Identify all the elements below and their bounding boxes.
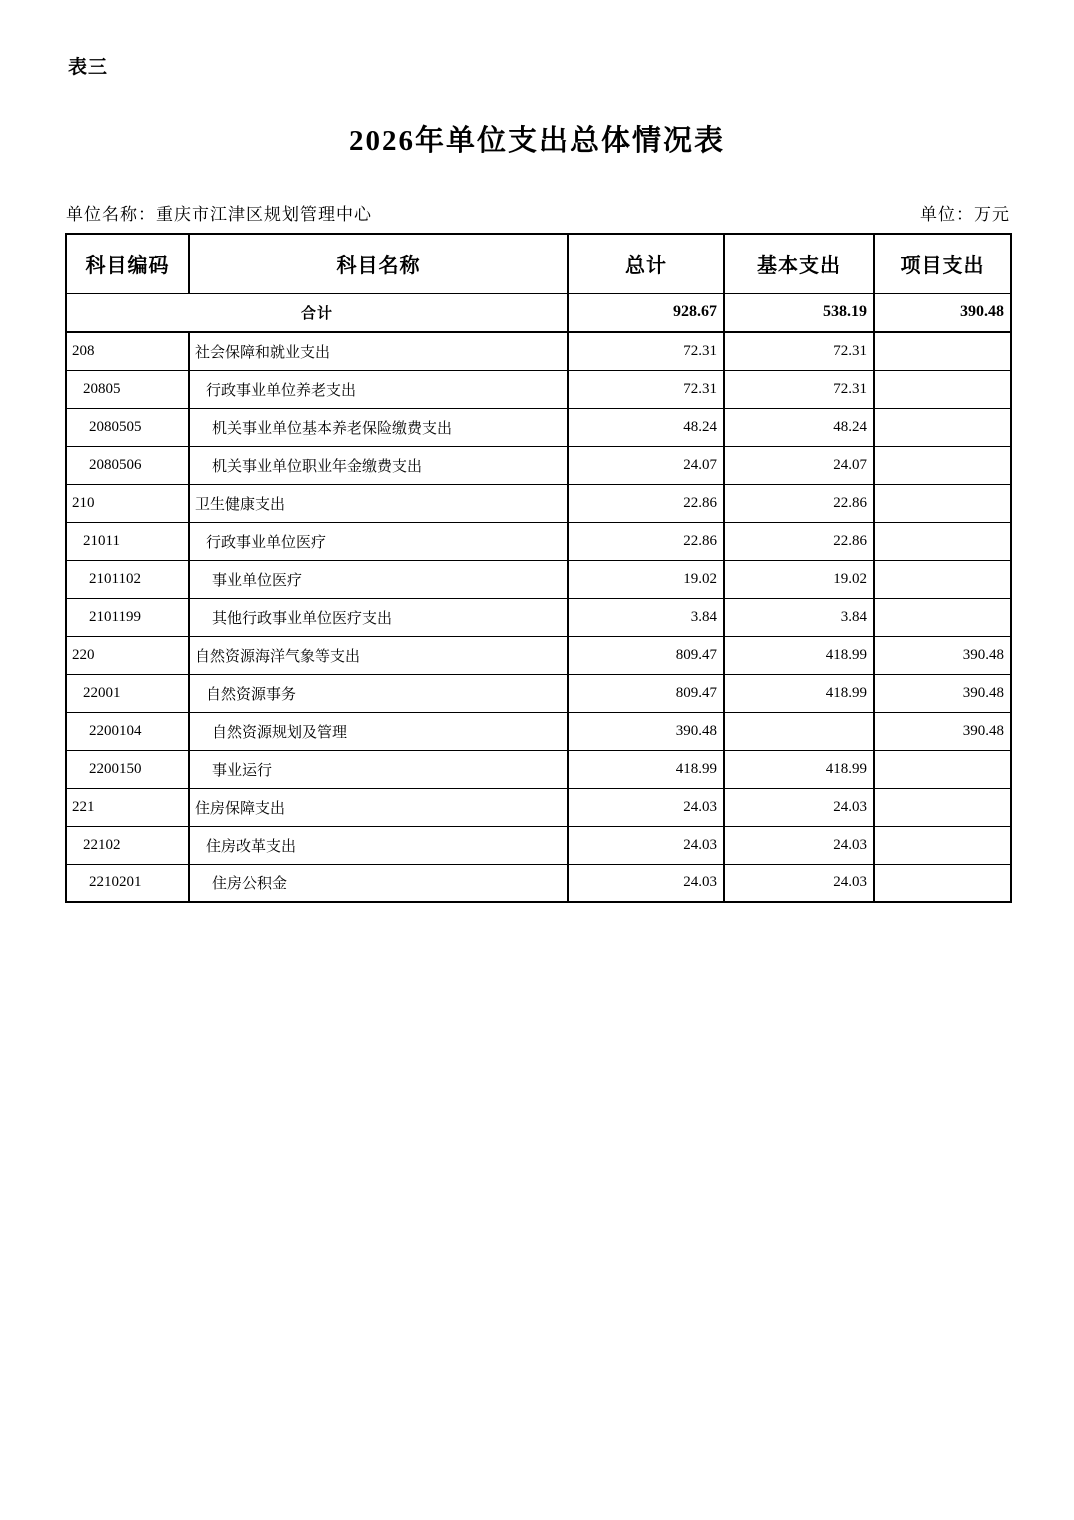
header-subject-code: 科目编码 xyxy=(66,234,189,293)
summary-total-cell: 928.67 xyxy=(568,293,724,332)
table-row xyxy=(66,484,1011,522)
subject-code-cell: 2200104 xyxy=(66,712,189,750)
project-expenditure-cell xyxy=(874,522,1011,560)
basic-expenditure-cell: 418.99 xyxy=(724,674,874,712)
table-header xyxy=(66,234,1011,293)
subject-name-cell: 行政事业单位养老支出 xyxy=(189,370,568,408)
table-row xyxy=(66,446,1011,484)
table-row xyxy=(66,370,1011,408)
subject-name-cell: 机关事业单位职业年金缴费支出 xyxy=(189,446,568,484)
total-cell: 24.03 xyxy=(568,864,724,902)
basic-expenditure-cell: 72.31 xyxy=(724,332,874,370)
subject-code-cell: 208 xyxy=(66,332,189,370)
table-row xyxy=(66,864,1011,902)
basic-expenditure-cell: 24.03 xyxy=(724,788,874,826)
summary-name-cell: 合计 xyxy=(66,293,568,332)
project-expenditure-cell xyxy=(874,826,1011,864)
subject-name-cell: 机关事业单位基本养老保险缴费支出 xyxy=(189,408,568,446)
subject-name-cell: 事业运行 xyxy=(189,750,568,788)
total-cell: 24.03 xyxy=(568,788,724,826)
basic-expenditure-cell xyxy=(724,712,874,750)
total-cell: 72.31 xyxy=(568,370,724,408)
basic-expenditure-cell: 418.99 xyxy=(724,750,874,788)
total-cell: 809.47 xyxy=(568,636,724,674)
total-cell: 72.31 xyxy=(568,332,724,370)
basic-expenditure-cell: 22.86 xyxy=(724,484,874,522)
subject-name-cell: 事业单位医疗 xyxy=(189,560,568,598)
project-expenditure-cell: 390.48 xyxy=(874,636,1011,674)
subject-name-cell: 住房改革支出 xyxy=(189,826,568,864)
subject-name-cell: 卫生健康支出 xyxy=(189,484,568,522)
table-body xyxy=(66,293,1011,902)
basic-expenditure-cell: 418.99 xyxy=(724,636,874,674)
project-expenditure-cell xyxy=(874,750,1011,788)
table-row xyxy=(66,522,1011,560)
subject-code-cell: 2210201 xyxy=(66,864,189,902)
subject-code-cell: 2080505 xyxy=(66,408,189,446)
total-cell: 24.07 xyxy=(568,446,724,484)
table-row xyxy=(66,826,1011,864)
subject-name-cell: 住房保障支出 xyxy=(189,788,568,826)
table-row xyxy=(66,750,1011,788)
project-expenditure-cell xyxy=(874,332,1011,370)
table-row xyxy=(66,332,1011,370)
total-cell: 390.48 xyxy=(568,712,724,750)
table-number-label: 表三 xyxy=(68,57,109,78)
currency-unit-label: 单位：万元 xyxy=(920,205,1010,224)
subject-code-cell: 221 xyxy=(66,788,189,826)
project-expenditure-cell xyxy=(874,788,1011,826)
project-expenditure-cell xyxy=(874,864,1011,902)
subject-name-cell: 社会保障和就业支出 xyxy=(189,332,568,370)
total-cell: 418.99 xyxy=(568,750,724,788)
subject-code-cell: 22001 xyxy=(66,674,189,712)
subject-code-cell: 2101199 xyxy=(66,598,189,636)
total-cell: 19.02 xyxy=(568,560,724,598)
unit-name-label: 单位名称：重庆市江津区规划管理中心 xyxy=(66,205,372,224)
table-row xyxy=(66,560,1011,598)
basic-expenditure-cell: 24.03 xyxy=(724,864,874,902)
subject-name-cell: 其他行政事业单位医疗支出 xyxy=(189,598,568,636)
header-basic-expenditure: 基本支出 xyxy=(724,234,874,293)
total-cell: 24.03 xyxy=(568,826,724,864)
project-expenditure-cell xyxy=(874,598,1011,636)
table-row xyxy=(66,674,1011,712)
subject-name-cell: 住房公积金 xyxy=(189,864,568,902)
basic-expenditure-cell: 24.07 xyxy=(724,446,874,484)
subject-name-cell: 自然资源事务 xyxy=(189,674,568,712)
subject-name-cell: 自然资源海洋气象等支出 xyxy=(189,636,568,674)
total-cell: 22.86 xyxy=(568,484,724,522)
header-subject-name: 科目名称 xyxy=(189,234,568,293)
page-title: 2026年单位支出总体情况表 xyxy=(348,125,725,157)
basic-expenditure-cell: 19.02 xyxy=(724,560,874,598)
subject-code-cell: 22102 xyxy=(66,826,189,864)
header-row xyxy=(66,234,1011,293)
summary-row xyxy=(66,293,1011,332)
header-total: 总计 xyxy=(568,234,724,293)
project-expenditure-cell xyxy=(874,408,1011,446)
total-cell: 48.24 xyxy=(568,408,724,446)
subject-code-cell: 2080506 xyxy=(66,446,189,484)
total-cell: 3.84 xyxy=(568,598,724,636)
table-row xyxy=(66,636,1011,674)
basic-expenditure-cell: 72.31 xyxy=(724,370,874,408)
total-cell: 809.47 xyxy=(568,674,724,712)
basic-expenditure-cell: 48.24 xyxy=(724,408,874,446)
table-row xyxy=(66,712,1011,750)
project-expenditure-cell: 390.48 xyxy=(874,674,1011,712)
header-project-expenditure: 项目支出 xyxy=(874,234,1011,293)
basic-expenditure-cell: 3.84 xyxy=(724,598,874,636)
project-expenditure-cell xyxy=(874,370,1011,408)
table-row xyxy=(66,408,1011,446)
subject-name-cell: 自然资源规划及管理 xyxy=(189,712,568,750)
project-expenditure-cell xyxy=(874,560,1011,598)
subject-code-cell: 220 xyxy=(66,636,189,674)
subject-code-cell: 21011 xyxy=(66,522,189,560)
project-expenditure-cell xyxy=(874,446,1011,484)
summary-project-cell: 390.48 xyxy=(874,293,1011,332)
basic-expenditure-cell: 22.86 xyxy=(724,522,874,560)
summary-basic-cell: 538.19 xyxy=(724,293,874,332)
subject-code-cell: 20805 xyxy=(66,370,189,408)
table-row xyxy=(66,598,1011,636)
project-expenditure-cell xyxy=(874,484,1011,522)
total-cell: 22.86 xyxy=(568,522,724,560)
subject-code-cell: 2200150 xyxy=(66,750,189,788)
subject-code-cell: 210 xyxy=(66,484,189,522)
expenditure-table xyxy=(65,233,1012,903)
subject-code-cell: 2101102 xyxy=(66,560,189,598)
subject-name-cell: 行政事业单位医疗 xyxy=(189,522,568,560)
project-expenditure-cell: 390.48 xyxy=(874,712,1011,750)
meta-row xyxy=(66,200,1010,225)
basic-expenditure-cell: 24.03 xyxy=(724,826,874,864)
table-row xyxy=(66,788,1011,826)
